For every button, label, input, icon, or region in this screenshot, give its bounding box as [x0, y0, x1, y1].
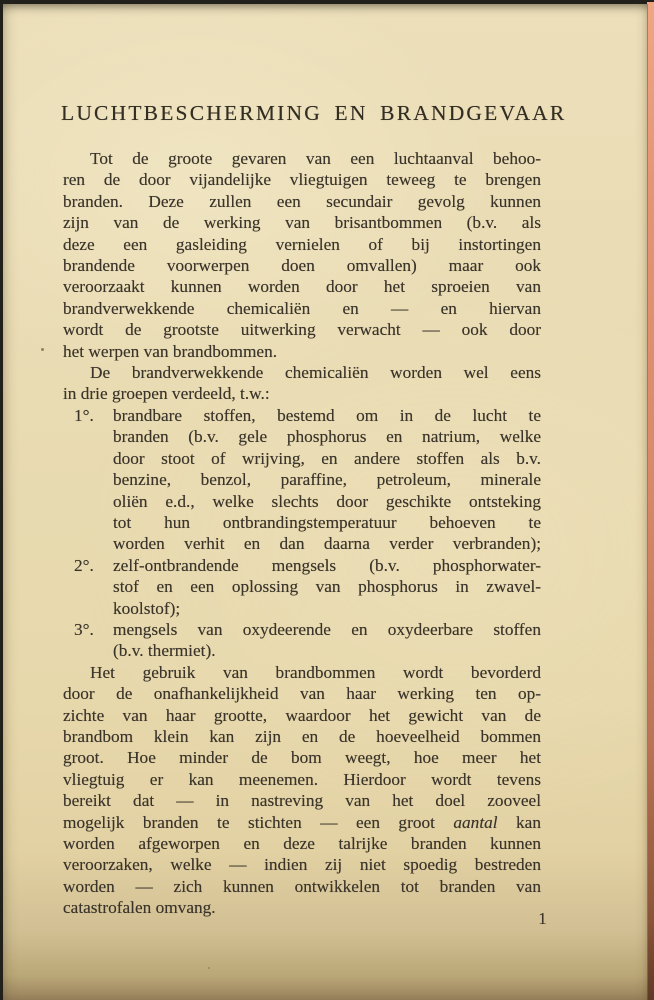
text-line: brandbare stoffen, bestemd om in de lucht te	[113, 405, 541, 425]
list-item	[63, 405, 541, 555]
text-line: worden afgeworpen en deze talrijke branden kunnen	[63, 834, 541, 853]
text-line: catastrofalen omvang.	[63, 898, 216, 918]
text-line: mogelijk branden te stichten — een groot aantal kan	[63, 812, 541, 832]
text-line: wordt de grootste uitwerking verwacht — ook door	[63, 320, 541, 340]
text-line: zichte van haar grootte, waardoor het gewicht van de	[63, 705, 541, 725]
paper-speck	[41, 348, 44, 351]
text-line: brandbom klein kan zijn en de hoeveelheid bommen	[63, 726, 541, 746]
text-line: Het gebruik van brandbommen wordt bevorderd	[90, 662, 541, 682]
text-line: tot hun ontbrandingstemperatuur behoeven te	[113, 512, 541, 532]
text-line: koolstof);	[113, 598, 181, 618]
text-line: worden verhit en dan daarna verder verbranden);	[113, 534, 541, 554]
text-line: veroorzaakt kunnen worden door het sproeien van	[63, 277, 541, 297]
book-cover-edge	[647, 2, 654, 1000]
text-line: Tot de groote gevaren van een luchtaanval behoo-	[90, 149, 541, 168]
text-line: bereikt dat — in nastreving van het doel zooveel	[63, 791, 541, 811]
text-line: mengsels van oxydeerende en oxydeerbare stoffen	[113, 619, 541, 639]
text-line: door stoot of wrijving, en andere stoffen als b.v.	[113, 448, 541, 468]
text-line: benzine, benzol, paraffine, petroleum, minerale	[113, 470, 541, 490]
text-line: in drie groepen verdeeld, t.w.:	[63, 384, 270, 404]
text-line: zijn van de werking van brisantbommen (b.v. als	[63, 213, 541, 233]
list-marker: 2°.	[74, 555, 94, 575]
text-line: branden. Deze zullen een secundair gevolg kunnen	[63, 191, 541, 211]
text-line: (b.v. thermiet).	[113, 641, 216, 661]
text-line: stof en een oplossing van phosphorus in zwavel-	[113, 577, 541, 597]
list-marker: 3°.	[74, 619, 94, 639]
text-line: zelf-ontbrandende mengsels (b.v. phosphorwater-	[113, 555, 541, 575]
text-line: worden — zich kunnen ontwikkelen tot branden van	[63, 876, 541, 896]
text-line: door de onafhankelijkheid van haar werking ten op-	[63, 684, 541, 704]
text-line: ren de door vijandelijke vliegtuigen teweeg te brengen	[63, 170, 541, 190]
paragraph	[63, 148, 541, 362]
text-line: oliën e.d., welke slechts door geschikte ontsteking	[113, 491, 541, 511]
paragraph	[63, 362, 541, 405]
list-marker: 1°.	[74, 405, 94, 425]
text-line: het werpen van brandbommen.	[63, 341, 278, 361]
text-line: deze een gasleiding vernielen of bij instortingen	[63, 234, 541, 254]
list-item	[63, 555, 541, 619]
text-line: De brandverwekkende chemicaliën worden wel eens	[90, 363, 541, 383]
text-line: brandverwekkende chemicaliën en — en hiervan	[63, 298, 541, 318]
text-line: vliegtuig er kan meenemen. Hierdoor wordt tevens	[63, 769, 541, 789]
book-page	[3, 4, 648, 1000]
body-text	[63, 148, 541, 919]
list-item	[63, 619, 541, 662]
paper-speck	[208, 967, 210, 969]
text-line: branden (b.v. gele phosphorus en natrium, welke	[113, 427, 541, 447]
text-line: veroorzaken, welke — indien zij niet spoedig bestreden	[63, 855, 541, 875]
paragraph	[63, 662, 541, 919]
page-number: 1	[538, 909, 548, 928]
text-line: brandende voorwerpen doen omvallen) maar ook	[63, 256, 541, 276]
page-title: LUCHTBESCHERMING EN BRANDGEVAAR	[61, 101, 567, 125]
text-line: groot. Hoe minder de bom weegt, hoe meer het	[63, 748, 541, 768]
